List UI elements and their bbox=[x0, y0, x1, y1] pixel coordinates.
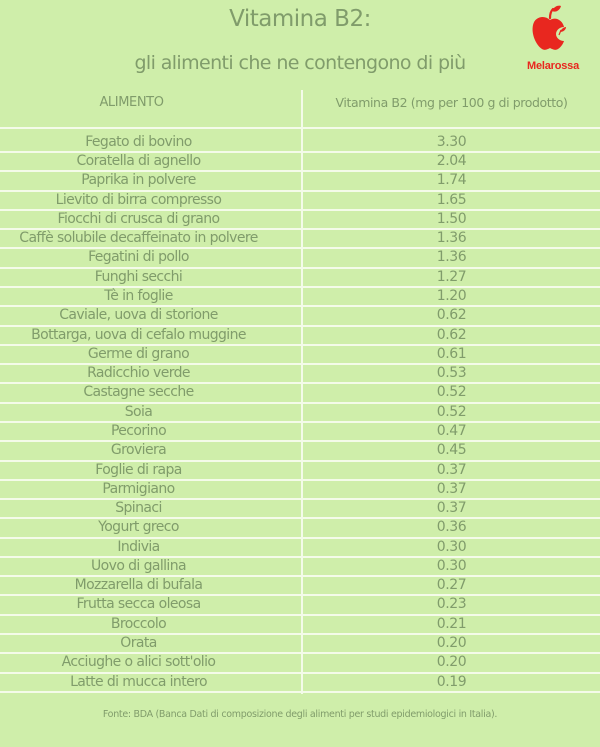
table-row bbox=[0, 404, 600, 423]
food-name: Frutta secca oleosa bbox=[76, 596, 201, 613]
table-row bbox=[0, 327, 600, 346]
food-name: Uovo di gallina bbox=[91, 557, 186, 574]
food-name: Yogurt greco bbox=[98, 519, 179, 536]
food-name: Caviale, uova di storione bbox=[59, 307, 218, 324]
food-name: Fegatini di pollo bbox=[88, 249, 189, 266]
food-name: Mozzarella di bufala bbox=[74, 577, 203, 594]
food-name: Fegato di bovino bbox=[85, 134, 192, 150]
food-name: Foglie di rapa bbox=[95, 461, 182, 478]
vitamin-b2-value: 0.52 bbox=[436, 403, 467, 420]
table-row bbox=[0, 616, 600, 635]
vitamin-b2-table bbox=[0, 129, 600, 693]
food-name: Spinaci bbox=[115, 500, 162, 517]
table-row bbox=[0, 192, 600, 211]
table-row bbox=[0, 307, 600, 326]
table-row bbox=[0, 596, 600, 615]
food-name: Indivia bbox=[117, 538, 160, 555]
vitamin-b2-value: 0.27 bbox=[436, 577, 467, 594]
food-name: Tè in foglie bbox=[104, 287, 173, 304]
food-name: Broccolo bbox=[110, 615, 167, 632]
vitamin-b2-value: 0.20 bbox=[436, 635, 467, 652]
food-name: Soia bbox=[124, 403, 153, 420]
table-row bbox=[0, 365, 600, 384]
food-name: Castagne secche bbox=[83, 384, 194, 401]
vitamin-b2-value: 3.30 bbox=[436, 134, 467, 150]
table-row bbox=[0, 288, 600, 307]
vitamin-b2-value: 0.21 bbox=[436, 615, 467, 632]
apple-icon bbox=[530, 4, 570, 54]
food-name: Coratella di agnello bbox=[76, 153, 201, 169]
table-row bbox=[0, 442, 600, 461]
food-name: Bottarga, uova di cefalo muggine bbox=[31, 326, 246, 343]
food-name: Latte di mucca intero bbox=[70, 673, 207, 690]
table-row bbox=[0, 481, 600, 500]
food-name: Parmigiano bbox=[102, 480, 175, 497]
food-name: Lievito di birra compresso bbox=[55, 191, 222, 208]
table-row bbox=[0, 654, 600, 673]
table-row bbox=[0, 577, 600, 596]
vitamin-b2-value: 0.37 bbox=[436, 480, 467, 497]
food-name: Fiocchi di crusca di grano bbox=[57, 210, 220, 227]
vitamin-b2-value: 1.36 bbox=[436, 230, 467, 247]
vitamin-b2-value: 2.04 bbox=[436, 153, 467, 169]
vitamin-b2-value: 0.45 bbox=[436, 442, 467, 459]
source-note: Fonte: BDA (Banca Dati di composizione degli alimenti per studi epidemiologici in Italia). bbox=[102, 709, 498, 720]
food-name: Radicchio verde bbox=[87, 365, 190, 382]
vitamin-b2-value: 0.36 bbox=[436, 519, 467, 536]
food-name: Groviera bbox=[110, 442, 167, 459]
table-row bbox=[0, 230, 600, 249]
vitamin-b2-value: 0.37 bbox=[436, 500, 467, 517]
table-row bbox=[0, 384, 600, 403]
page-subtitle: gli alimenti che ne contengono di più bbox=[134, 52, 466, 74]
column-header-vitamin-b2: Vitamina B2 (mg per 100 g di prodotto) bbox=[335, 95, 568, 110]
vitamin-b2-value: 1.50 bbox=[436, 210, 467, 227]
vitamin-b2-value: 0.53 bbox=[436, 365, 467, 382]
vitamin-b2-value: 0.30 bbox=[436, 557, 467, 574]
table-row bbox=[0, 249, 600, 268]
brand-name: Melarossa bbox=[526, 60, 579, 72]
food-name: Orata bbox=[120, 635, 157, 652]
vitamin-b2-value: 0.30 bbox=[436, 538, 467, 555]
table-row bbox=[0, 635, 600, 654]
vitamin-b2-value: 0.62 bbox=[436, 307, 467, 324]
food-name: Funghi secchi bbox=[94, 268, 183, 285]
food-name: Acciughe o alici sott'olio bbox=[61, 654, 216, 671]
table-row bbox=[0, 172, 600, 191]
vitamin-b2-value: 1.20 bbox=[436, 287, 467, 304]
vitamin-b2-value: 0.47 bbox=[436, 422, 467, 439]
brand-logo bbox=[516, 4, 588, 76]
table-row bbox=[0, 153, 600, 172]
food-name: Caffè solubile decaffeinato in polvere bbox=[19, 230, 258, 247]
vitamin-b2-value: 1.65 bbox=[436, 191, 467, 208]
food-name: Paprika in polvere bbox=[81, 172, 196, 189]
vitamin-b2-value: 0.19 bbox=[436, 673, 467, 690]
vitamin-b2-value: 0.37 bbox=[436, 461, 467, 478]
column-header-food: ALIMENTO bbox=[99, 95, 164, 110]
table-row bbox=[0, 423, 600, 442]
vitamin-b2-value: 1.36 bbox=[436, 249, 467, 266]
vitamin-b2-value: 0.20 bbox=[436, 654, 467, 671]
food-name: Germe di grano bbox=[87, 345, 190, 362]
table-row bbox=[0, 346, 600, 365]
vitamin-b2-value: 0.52 bbox=[436, 384, 467, 401]
vitamin-b2-value: 0.23 bbox=[436, 596, 467, 613]
table-row bbox=[0, 539, 600, 558]
vitamin-b2-value: 1.27 bbox=[436, 268, 467, 285]
food-name: Pecorino bbox=[110, 422, 167, 439]
table-row bbox=[0, 462, 600, 481]
vitamin-b2-value: 0.61 bbox=[436, 345, 467, 362]
table-row bbox=[0, 500, 600, 519]
table-row bbox=[0, 674, 600, 693]
table-row bbox=[0, 269, 600, 288]
table-row bbox=[0, 129, 600, 153]
table-row bbox=[0, 519, 600, 538]
table-row bbox=[0, 211, 600, 230]
vitamin-b2-value: 0.62 bbox=[436, 326, 467, 343]
table-row bbox=[0, 558, 600, 577]
page-title: Vitamina B2: bbox=[229, 6, 371, 32]
vitamin-b2-value: 1.74 bbox=[436, 172, 467, 189]
